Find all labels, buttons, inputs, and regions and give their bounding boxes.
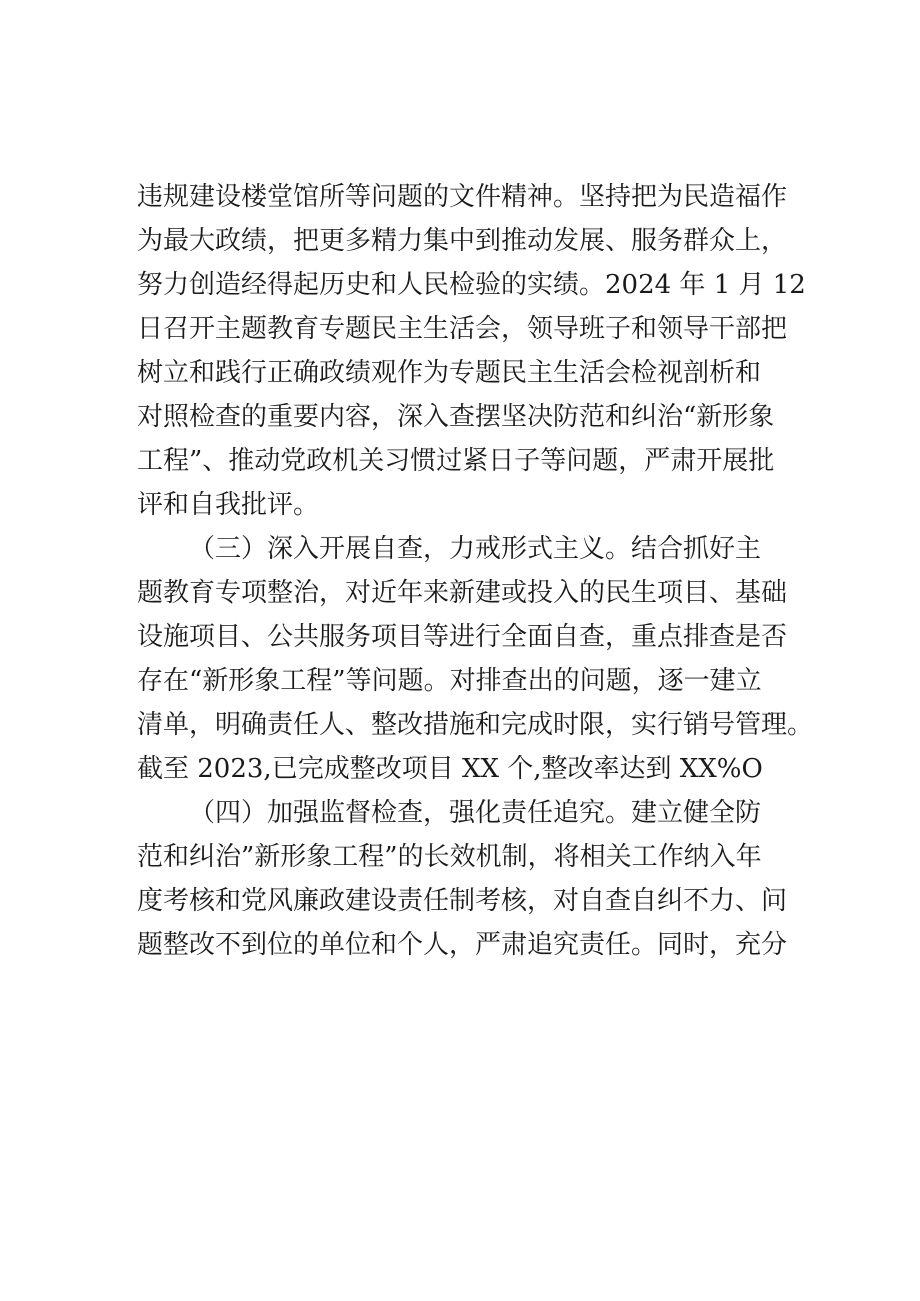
section-heading-line: （三）深入开展自查，力戒形式主义。结合抓好主 [189, 534, 762, 564]
text-line: 题教育专项整治，对近年来新建或投入的民生项目、基础 [137, 578, 788, 608]
text-line: 截至 2023,已完成整改项目 XX 个,整改率达到 XX%O [137, 754, 763, 784]
text-line: 范和纠治”新形象工程”的长效机制，将相关工作纳入年 [137, 842, 762, 872]
text-line: 题整改不到位的单位和个人，严肃追究责任。同时，充分 [137, 930, 788, 960]
text-line: 评和自我批评。 [137, 490, 320, 520]
text-line: 工程”、推动党政机关习惯过紧日子等问题，严肃开展批 [137, 446, 775, 476]
text-line: 存在“新形象工程”等问题。对排查出的问题，逐一建立 [137, 666, 762, 696]
text-line: 日召开主题教育专题民主生活会，领导班子和领导干部把 [137, 314, 788, 344]
text-line: 清单，明确责任人、整改措施和完成时限，实行销号管理。 [137, 710, 814, 740]
text-line: 为最大政绩，把更多精力集中到推动发展、服务群众上， [137, 226, 788, 256]
text-line: 违规建设楼堂馆所等问题的文件精神。坚持把为民造福作 [137, 182, 788, 212]
section-heading-line: （四）加强监督检查，强化责任追究。建立健全防 [189, 798, 762, 828]
body-text [137, 175, 814, 967]
text-line: 度考核和党风廉政建设责任制考核，对自查自纠不力、问 [137, 886, 788, 916]
text-line: 努力创造经得起历史和人民检验的实绩。2024 年 1 月 12 [137, 270, 806, 300]
text-line: 设施项目、公共服务项目等进行全面自查，重点排查是否 [137, 622, 788, 652]
text-line: 树立和践行正确政绩观作为专题民主生活会检视剖析和 [137, 358, 762, 388]
text-line: 对照检查的重要内容，深入查摆坚决防范和纠治“新形象 [137, 402, 775, 432]
